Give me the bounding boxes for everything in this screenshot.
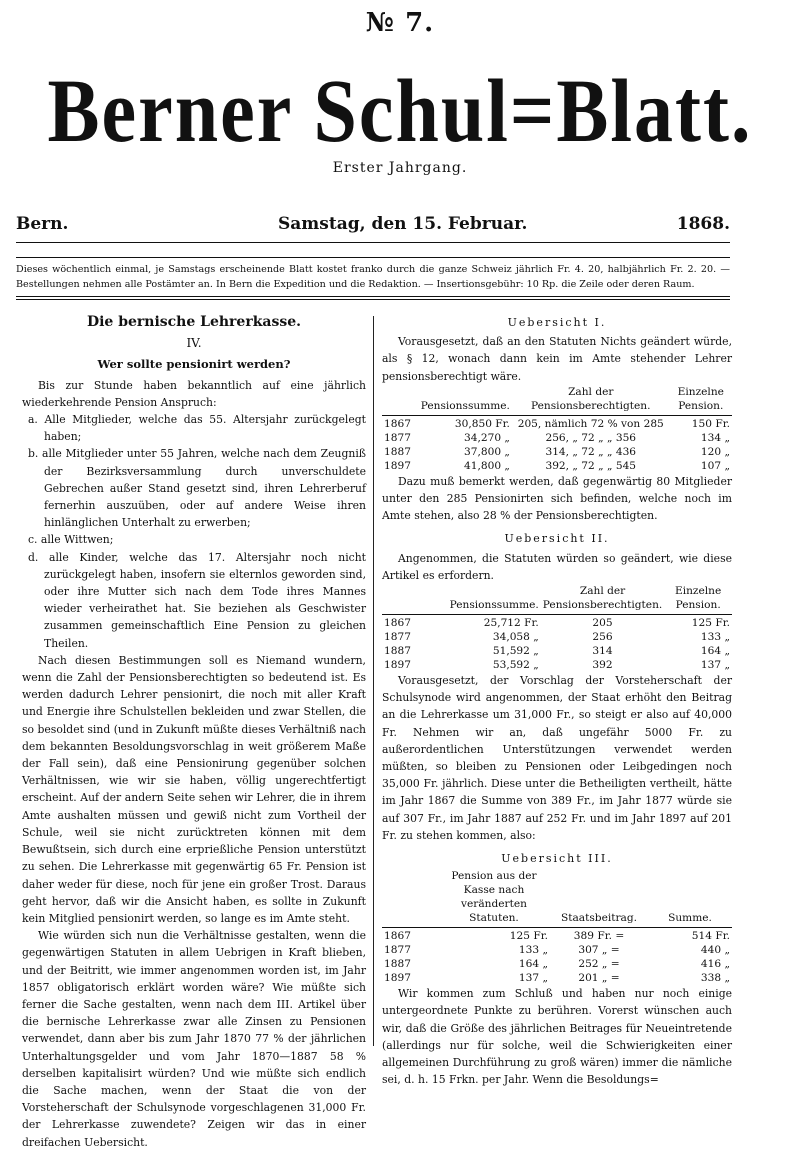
left-column — [22, 312, 366, 1151]
overview-2-table — [382, 584, 732, 672]
overview-1-intro: Vorausgesetzt, daß an den Statuten Nichts geändert würde, als § 12, wonach dann kein im Amte stehender Lehrer pensionsberechtigt wäre. — [382, 335, 732, 383]
article-paragraph: Nach diesen Bestimmungen soll es Niemand wundern, wenn die Zahl der Pensionsberechtigten so bedeutend ist. Es werden dadurch Lehrer pensionirt, die noch mit aller Kraft und Energie ihre Schulstellen bekleiden und zwar Stellen, die so besoldet sind (und in Zukunft müßte dieses Verhältniß nach dem bekannten Besoldungsvorschlag in weit größerem Maße der Fall sein), daß eine Pensionirung gegenüber solchen Verhältnissen, wie wir sie haben, völlig ungerechtfertigt erscheint. Auf der andern Seite sehen wir Lehrer, die in ihrem Amte aushalten müssen und gewiß nicht zum Vortheil der Schule, weil sie nicht zurücktreten können mit dem Bewußtsein, sich durch eine erprießliche Pension unterstützt zu sehen. Die Lehrerkasse mit gegenwärtig 65 Fr. Pension ist daher weder für diese, noch für jene ein großer Trost. Daraus geht hervor, daß wir die Ansicht haben, es sollte in Zukunft kein Mitglied pensionirt werden, so lange es im Amte steht. — [22, 653, 366, 925]
table-header: Pensionssumme. — [449, 599, 539, 612]
dateline-date: Samstag, den 15. Februar. — [278, 214, 528, 234]
overview-3-note: Wir kommen zum Schluß und haben nur noch einige untergeordnete Punkte zu berühren. Vorerst wünschen auch wir, daß die Größe des jährlichen Beitrages für Neueintretende (allerdings nur für solche, weil die Schwierigkeiten einer allgemeinen Durchführung zu groß wären) immer die nämliche sei, d. h. 15 Frkn. per Jahr. Wenn die Besoldungs= — [382, 987, 732, 1087]
rule-notice-bottom — [16, 296, 730, 300]
overview-2-title: Uebersicht II. — [504, 532, 610, 546]
list-item: a. Alle Mitglieder, welche das 55. Altersjahr zurückgelegt haben; — [28, 413, 366, 444]
issue-number: № 7. — [365, 8, 435, 38]
table-row: 1887 37,800 „ 314, „ 72 „ „ 436 120 „ — [384, 445, 730, 458]
dateline-year: 1868. — [676, 214, 730, 234]
table-row: 1897 41,800 „ 392, „ 72 „ „ 545 107 „ — [384, 459, 730, 472]
table-header: Einzelne Pension. — [674, 585, 722, 612]
table-header: Staatsbeitrag. — [560, 912, 638, 925]
table-row: 1887 51,592 „ 314 164 „ — [384, 645, 730, 658]
right-column — [382, 312, 732, 1088]
table-header: Einzelne Pension. — [677, 385, 724, 412]
overview-1-title: Uebersicht I. — [507, 316, 607, 329]
article-subtitle: Wer sollte pensionirt werden? — [97, 357, 291, 372]
table-row: 1877 133 „ 307 „ = 440 „ — [384, 944, 730, 957]
table-header: Zahl der Pensionsberechtigten. — [531, 385, 651, 412]
list-item: c. alle Wittwen; — [28, 533, 114, 547]
table-row: 1897 53,592 „ 392 137 „ — [384, 659, 730, 672]
overview-3-title: Uebersicht III. — [501, 852, 613, 866]
dateline — [16, 214, 730, 236]
table-row: 1867 30,850 Fr. 205, nämlich 72 % von 285 150 Fr. — [382, 415, 732, 431]
table-row: 1877 34,270 „ 256, „ 72 „ „ 356 134 „ — [384, 431, 730, 444]
masthead-title: Berner Schul=Blatt. — [47, 60, 753, 161]
table-row: 1867 25,712 Fr. 205 125 Fr. — [382, 615, 732, 631]
article-intro: Bis zur Stunde haben bekanntlich auf eine jährlich wiederkehrende Pension Anspruch: — [22, 378, 366, 409]
table-header: Zahl der Pensionsberechtigten. — [542, 585, 663, 612]
masthead-subtitle: Erster Jahrgang. — [332, 160, 468, 176]
overview-1-note: Dazu muß bemerkt werden, daß gegenwärtig 80 Mitglieder unter den 285 Pensionirten sich befinden, welche noch im Amte stehen, also 28 % der Pensionsberechtigten. — [382, 474, 732, 523]
table-row: 1887 164 „ 252 „ = 416 „ — [384, 958, 730, 971]
subscription-notice: Dieses wöchentlich einmal, je Samstags erscheinende Blatt kostet franko durch die ganze Schweiz jährlich Fr. 4. 20, halbjährlich Fr. 2. 20. — Bestellungen nehmen alle Postämter an. In Bern die Expedition und die Redaktion. — Insertionsgebühr: 10 Rp. die Zeile oder deren Raum. — [16, 264, 730, 290]
table-row: 1877 34,058 „ 256 133 „ — [384, 631, 730, 644]
table-header: Summe. — [668, 912, 712, 925]
list-item: d. alle Kinder, welche das 17. Altersjahr noch nicht zurückgelegt haben, insofern sie elternlos geworden sind, oder ihre Mutter sich nach dem Tode ihres Mannes wieder verheirathet hat. Sie beziehen als Geschwister zusammen gemeinschaftlich Eine Pension zu gleichen Theilen. — [28, 550, 366, 650]
overview-3-table — [382, 869, 732, 985]
table-header: Pensionssumme. — [420, 399, 510, 412]
rule-notice-top — [16, 257, 730, 258]
table-row: 1897 137 „ 201 „ = 338 „ — [384, 972, 730, 985]
article-title: Die bernische Lehrerkasse. — [86, 314, 302, 330]
rule-top — [16, 242, 730, 243]
overview-1-table — [382, 385, 732, 473]
article-part: IV. — [186, 336, 202, 351]
overview-2-note: Vorausgesetzt, der Vorschlag der Vorsteherschaft der Schulsynode wird angenommen, der Staat erhöht den Beitrag an die Lehrerkasse um 31,000 Fr., so steigt er also auf 40,000 Fr. Nehmen wir an, daß ungefähr 5000 Fr. zu außerordentlichen Unterstützungen verwendet werden müßten, so bleiben zu Pensionen oder Leibgedingen noch 35,000 Fr. jährlich. Diese unter die Betheiligten vertheilt, hätte im Jahr 1867 die Summe von 389 Fr., im Jahr 1877 würde sie auf 307 Fr., im Jahr 1887 auf 252 Fr. und im Jahr 1897 auf 201 Fr. zu stehen kommen, also: — [382, 674, 732, 842]
table-row: 1867 125 Fr. 389 Fr. = 514 Fr. — [382, 928, 732, 944]
list-item: b. alle Mitglieder unter 55 Jahren, welche nach dem Zeugniß der Bezirksversammlung durch unverschuldete Gebrechen außer Stand gesetzt sind, ihren Lehrerberuf fernerhin auszuüben, oder auf andere Weise ihren hinlänglichen Unterhalt zu erwerben; — [28, 447, 366, 530]
table-header: Pension aus der Kasse nach veränderten Statuten. — [451, 870, 537, 925]
column-divider — [373, 316, 374, 1046]
overview-2-intro: Angenommen, die Statuten würden so geändert, wie diese Artikel es erfordern. — [382, 551, 732, 582]
article-paragraph: Wie würden sich nun die Verhältnisse gestalten, wenn die gegenwärtigen Statuten in allem Uebrigen in Kraft blieben, und der Beitritt, wie immer angenommen worden ist, im Jahr 1857 obligatorisch erklärt worden wäre? Wie müßte sich ferner die Sache gestalten, wenn nach dem III. Artikel über die bernische Lehrerkasse zwar alle Zinsen zu Pensionen verwendet, dann aber bis zum Jahr 1870 77 % der jährlichen Unterhaltungsgelder und vom Jahr 1870—1887 58 % derselben kapitalisirt würden? Und wie müßte sich endlich die Sache machen, wenn der Staat die von der Vorsteherschaft der Schulsynode vorgeschlagenen 31,000 Fr. der Lehrerkasse zuwendete? Zeigen wir das in einer dreifachen Uebersicht. — [22, 929, 366, 1149]
dateline-place: Bern. — [16, 214, 69, 234]
